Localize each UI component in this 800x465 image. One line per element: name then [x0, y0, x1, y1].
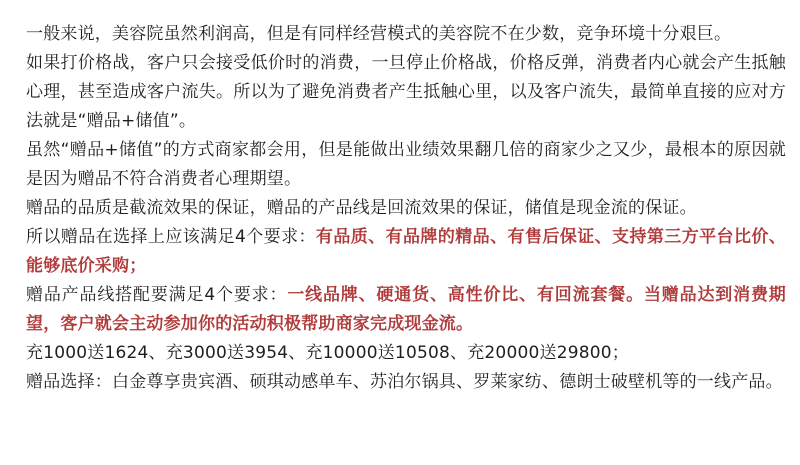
highlighted-text: 一线品牌、硬通货、高性价比、有回流套餐。当赠品达到消费期望，客户就会主动参加你的活动积极帮助商家完成现金流。 [26, 285, 786, 334]
paragraph-text: 如果打价格战，客户只会接受低价时的消费，一旦停止价格战，价格反弹，消费者内心就会产生抵触心理，甚至造成客户流失。所以为了避免消费者产生抵触心里，以及客户流失，最简单直接的应对方法就是“赠品+储值”。 [26, 53, 786, 131]
paragraph-text: 赠品的品质是截流效果的保证，赠品的产品线是回流效果的保证，储值是现金流的保证。 [26, 198, 697, 218]
paragraph-guarantees [26, 194, 786, 223]
paragraph-text: 所以赠品在选择上应该满足4个要求： [26, 227, 316, 247]
paragraph-gift-selection [26, 368, 786, 397]
paragraph-text: 赠品选择：白金尊享贵宾酒、硕琪动感单车、苏泊尔锅具、罗莱家纺、德朗士破壁机等的一线产品。 [26, 372, 783, 392]
paragraph-gift-requirements [26, 223, 786, 281]
paragraph-recharge-offers [26, 339, 786, 368]
paragraph-text: 充1000送1624、充3000送3954、充10000送10508、充20000送29800； [26, 343, 629, 363]
paragraph-text: 赠品产品线搭配要满足4个要求： [26, 285, 288, 305]
paragraph-text: 一般来说，美容院虽然利润高，但是有同样经营模式的美容院不在少数，竞争环境十分艰巨。 [26, 24, 732, 44]
highlighted-text: 有品质、有品牌的精品、有售后保证、支持第三方平台比价、能够底价采购； [26, 227, 786, 276]
paragraph-intro [26, 20, 786, 49]
paragraph-root-cause [26, 136, 786, 194]
paragraph-price-war [26, 49, 786, 136]
paragraph-text: 虽然“赠品+储值”的方式商家都会用，但是能做出业绩效果翻几倍的商家少之又少，最根本的原因就是因为赠品不符合消费者心理期望。 [26, 140, 786, 189]
paragraph-product-line [26, 281, 786, 339]
document-body [26, 20, 786, 397]
